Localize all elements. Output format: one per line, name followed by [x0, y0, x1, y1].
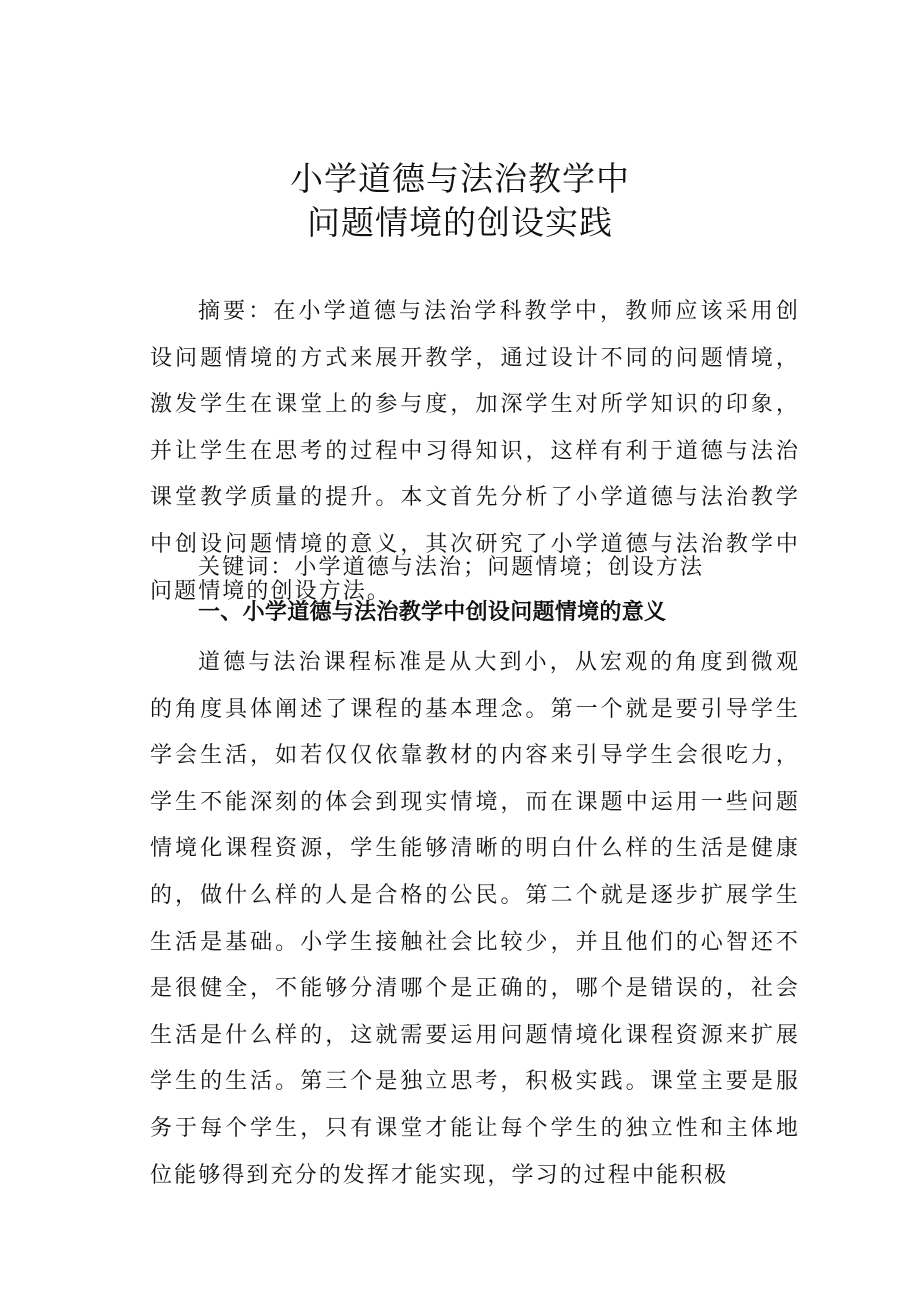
document-title-line-1: 小学道德与法治教学中	[290, 159, 630, 198]
section-1-paragraph: 道德与法治课程标准是从大到小，从宏观的角度到微观的角度具体阐述了课程的基本理念。第一个就是要引导学生学会生活，如若仅仅依靠教材的内容来引导学生会很吃力，学生不能深刻的体会到现实情境，而在课题中运用一些问题情境化课程资源，学生能够清晰的明白什么样的生活是健康的，做什么样的人是合格的公民。第二个就是逐步扩展学生生活是基础。小学生接触社会比较少，并且他们的心智还不是很健全，不能够分清哪个是正确的，哪个是错误的，社会生活是什么样的，这就需要运用问题情境化课程资源来扩展学生的生活。第三个是独立思考，积极实践。课堂主要是服务于每个学生，只有课堂才能让每个学生的独立性和主体地位能够得到充分的发挥才能实现，学习的过程中能积极	[150, 650, 800, 1188]
abstract-paragraph: 摘要：在小学道德与法治学科教学中，教师应该采用创设问题情境的方式来展开教学，通过设计不同的问题情境，激发学生在课堂上的参与度，加深学生对所学知识的印象，并让学生在思考的过程中习得知识，这样有利于道德与法治课堂教学质量的提升。本文首先分析了小学道德与法治教学中创设问题情境的意义，其次研究了小学道德与法治教学中问题情境的创设方法。	[150, 299, 800, 604]
section-1-heading: 一、小学道德与法治教学中创设问题情境的意义	[198, 600, 667, 625]
document-title-line-2: 问题情境的创设实践	[307, 203, 613, 242]
keywords-line: 关键词：小学道德与法治；问题情境；创设方法	[198, 555, 705, 580]
